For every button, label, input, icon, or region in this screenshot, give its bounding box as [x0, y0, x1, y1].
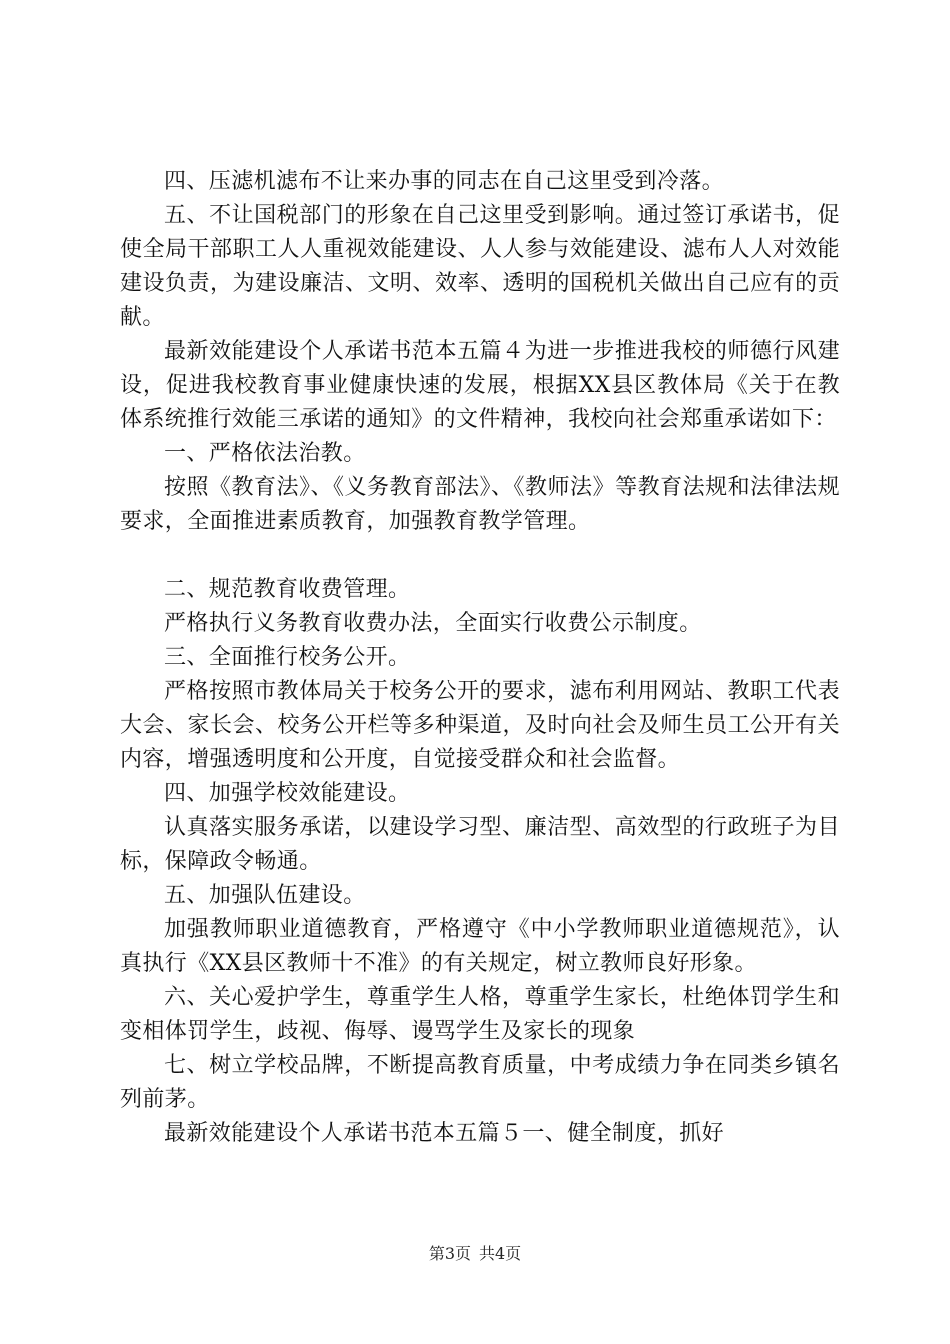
paragraph: 六、关心爱护学生，尊重学生人格，尊重学生家长，杜绝体罚学生和变相体罚学生，歧视、侮辱、谩骂学生及家长的现象 [120, 985, 840, 1044]
page-number: 第3页 [428, 1244, 471, 1263]
paragraph: 认真落实服务承诺，以建设学习型、廉洁型、高效型的行政班子为目标，保障政令畅通。 [120, 815, 840, 874]
document-body [120, 165, 840, 1151]
page-total: 共4页 [479, 1244, 522, 1263]
page-footer [0, 1244, 950, 1264]
paragraph: 四、压滤机滤布不让来办事的同志在自己这里受到冷落。 [164, 169, 725, 194]
paragraph: 一、严格依法治教。 [164, 441, 366, 466]
paragraph: 严格按照市教体局关于校务公开的要求，滤布利用网站、教职工代表大会、家长会、校务公开栏等多种渠道，及时向社会及师生员工公开有关内容，增强透明度和公开度，自觉接受群众和社会监督。 [120, 679, 840, 772]
paragraph: 三、全面推行校务公开。 [164, 645, 411, 670]
paragraph: 四、加强学校效能建设。 [164, 781, 411, 806]
paragraph: 五、加强队伍建设。 [164, 883, 366, 908]
paragraph: 加强教师职业道德教育，严格遵守《中小学教师职业道德规范》，认真执行《XX县区教师十不准》的有关规定，树立教师良好形象。 [120, 917, 840, 976]
paragraph: 最新效能建设个人承诺书范本五篇５一、健全制度，抓好 [164, 1121, 725, 1146]
paragraph: 二、规范教育收费管理。 [164, 577, 411, 602]
paragraph: 最新效能建设个人承诺书范本五篇４为进一步推进我校的师德行风建设，促进我校教育事业健康快速的发展，根据XX县区教体局《关于在教体系统推行效能三承诺的通知》的文件精神，我校向社会郑重承诺如下： [120, 339, 840, 432]
paragraph: 按照《教育法》、《义务教育部法》、《教师法》等教育法规和法律法规要求，全面推进素质教育，加强教育教学管理。 [120, 475, 840, 534]
paragraph: 五、不让国税部门的形象在自己这里受到影响。通过签订承诺书，促使全局干部职工人人重视效能建设、人人参与效能建设、滤布人人对效能建设负责，为建设廉洁、文明、效率、透明的国税机关做出自己应有的贡献。 [120, 203, 840, 330]
paragraph: 严格执行义务教育收费办法，全面实行收费公示制度。 [164, 611, 702, 636]
paragraph: 七、树立学校品牌，不断提高教育质量，中考成绩力争在同类乡镇名列前茅。 [120, 1053, 840, 1112]
